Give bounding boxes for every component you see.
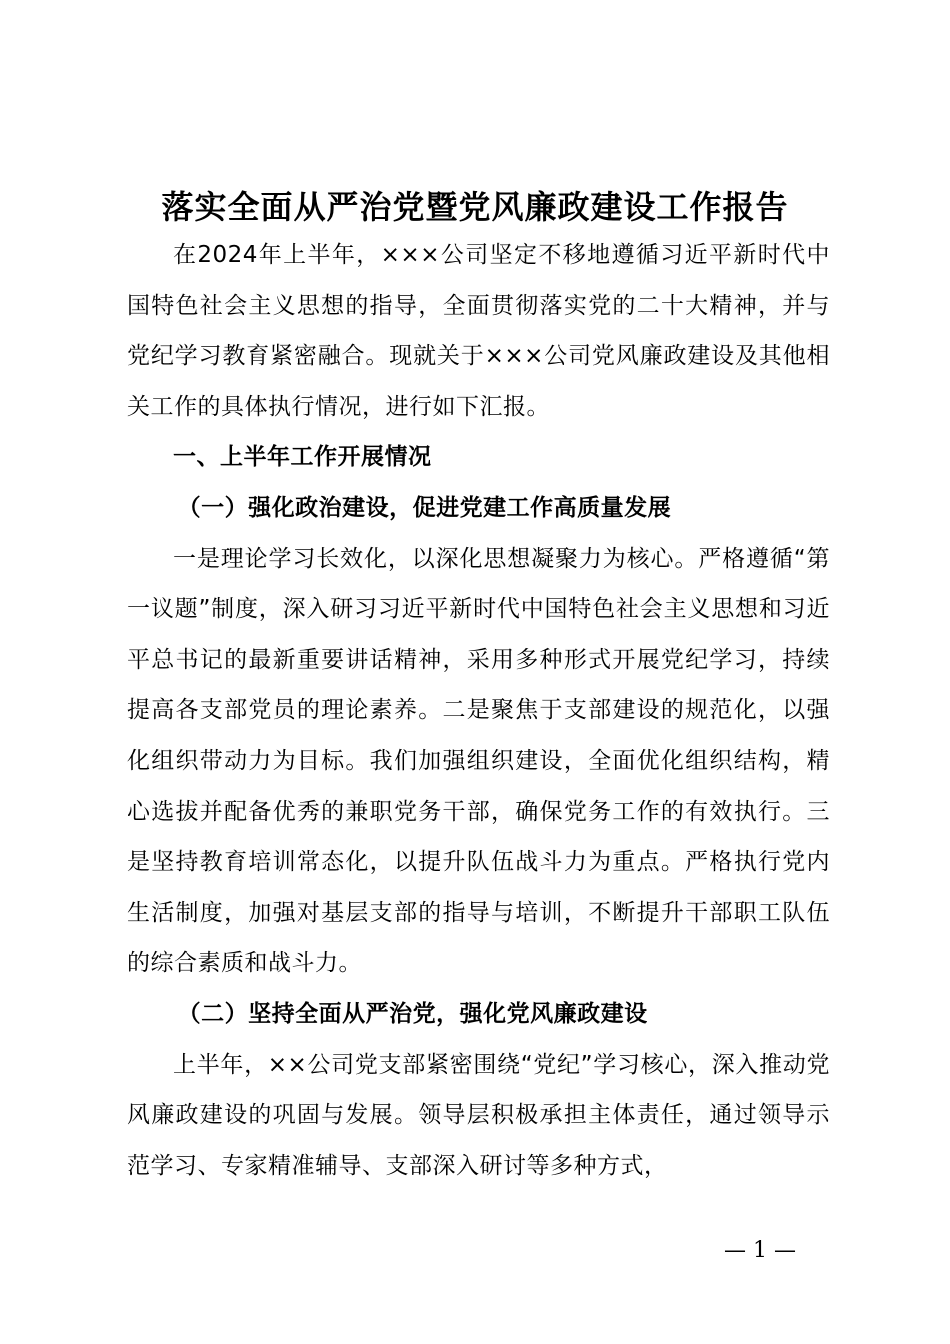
document-body <box>127 230 830 1191</box>
subsection-paragraph-2: 上半年，××公司党支部紧密围绕“党纪”学习核心，深入推动党风廉政建设的巩固与发展。领导层积极承担主体责任，通过领导示范学习、专家精准辅导、支部深入研讨等多种方式， <box>127 1051 830 1179</box>
subsection-heading-2: （二）坚持全面从严治党，强化党风廉政建设 <box>177 1000 648 1027</box>
document-title: 落实全面从严治党暨党风廉政建设工作报告 <box>161 188 789 226</box>
subsection-heading-1: （一）强化政治建设，促进党建工作高质量发展 <box>177 494 672 521</box>
page-number: — 1 — <box>724 1238 796 1263</box>
section-heading-1: 一、上半年工作开展情况 <box>173 444 432 471</box>
intro-paragraph: 在2024年上半年，×××公司坚定不移地遵循习近平新时代中国特色社会主义思想的指导，全面贯彻落实党的二十大精神，并与党纪学习教育紧密融合。现就关于×××公司党风廉政建设及其他相关工作的具体执行情况，进行如下汇报。 <box>127 242 830 420</box>
subsection-paragraph-1: 一是理论学习长效化，以深化思想凝聚力为核心。严格遵循“第一议题”制度，深入研习习近平新时代中国特色社会主义思想和习近平总书记的最新重要讲话精神，采用多种形式开展党纪学习，持续提高各支部党员的理论素养。二是聚焦于支部建设的规范化，以强化组织带动力为目标。我们加强组织建设，全面优化组织结构，精心选拔并配备优秀的兼职党务干部，确保党务工作的有效执行。三是坚持教育培训常态化，以提升队伍战斗力为重点。严格执行党内生活制度，加强对基层支部的指导与培训，不断提升干部职工队伍的综合素质和战斗力。 <box>127 545 830 977</box>
